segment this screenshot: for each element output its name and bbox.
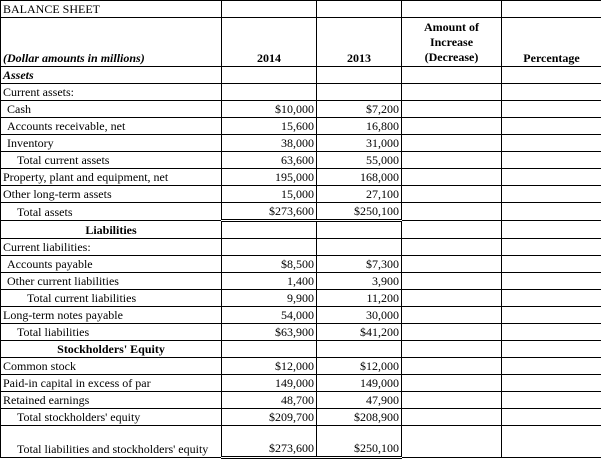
table-row <box>1 152 601 169</box>
value-2014: $12,000 <box>222 358 317 375</box>
percent-cell[interactable] <box>502 290 601 307</box>
table-row <box>1 273 601 290</box>
table-row <box>1 169 601 186</box>
change-cell[interactable] <box>402 203 502 221</box>
table-row <box>1 409 601 426</box>
value-2014: $273,600 <box>222 203 317 221</box>
value-2014: 48,700 <box>222 392 317 409</box>
percent-cell[interactable] <box>502 256 601 273</box>
table-row <box>1 375 601 392</box>
table-row <box>1 203 601 221</box>
value-2013: $250,100 <box>317 203 402 221</box>
table-row <box>1 358 601 375</box>
table-row <box>1 186 601 203</box>
change-cell[interactable] <box>402 409 502 426</box>
row-label: Total liabilities <box>1 324 222 341</box>
value-2014: $10,000 <box>222 101 317 118</box>
percent-cell[interactable] <box>502 203 601 221</box>
change-cell[interactable] <box>402 118 502 135</box>
table-row <box>1 392 601 409</box>
value-2013: $7,200 <box>317 101 402 118</box>
change-cell[interactable] <box>402 273 502 290</box>
value-2014: 9,900 <box>222 290 317 307</box>
value-2014: $209,700 <box>222 409 317 426</box>
percent-cell[interactable] <box>502 409 601 426</box>
value-2014: $273,600 <box>222 426 317 458</box>
value-2013: 11,200 <box>317 290 402 307</box>
row-label: Accounts payable <box>1 256 222 273</box>
table-row <box>1 135 601 152</box>
percent-cell[interactable] <box>502 135 601 152</box>
change-cell[interactable] <box>402 256 502 273</box>
liabilities-heading-row <box>1 221 601 239</box>
table-row <box>1 290 601 307</box>
value-2013: $12,000 <box>317 358 402 375</box>
percent-cell[interactable] <box>502 324 601 341</box>
value-2013: 47,900 <box>317 392 402 409</box>
row-label: Long-term notes payable <box>1 307 222 324</box>
value-2013: 16,800 <box>317 118 402 135</box>
percent-cell[interactable] <box>502 426 601 458</box>
percent-cell[interactable] <box>502 307 601 324</box>
row-label: Total assets <box>1 203 222 221</box>
change-cell[interactable] <box>402 307 502 324</box>
percent-cell[interactable] <box>502 375 601 392</box>
percent-cell[interactable] <box>502 101 601 118</box>
table-row <box>1 256 601 273</box>
table-row <box>1 118 601 135</box>
value-2014: 15,600 <box>222 118 317 135</box>
value-2013: 3,900 <box>317 273 402 290</box>
row-label: Inventory <box>1 135 222 152</box>
value-2014: 54,000 <box>222 307 317 324</box>
percent-cell[interactable] <box>502 358 601 375</box>
table-row <box>1 426 601 458</box>
value-2014: $8,500 <box>222 256 317 273</box>
change-cell[interactable] <box>402 169 502 186</box>
percent-cell[interactable] <box>502 392 601 409</box>
row-label: Total current liabilities <box>1 290 222 307</box>
percent-cell[interactable] <box>502 169 601 186</box>
percent-cell[interactable] <box>502 186 601 203</box>
value-2014: 1,400 <box>222 273 317 290</box>
current-liabilities-heading-row <box>1 239 601 256</box>
change-cell[interactable] <box>402 358 502 375</box>
row-label: Other current liabilities <box>1 273 222 290</box>
row-label: Retained earnings <box>1 392 222 409</box>
value-2014: 15,000 <box>222 186 317 203</box>
change-cell[interactable] <box>402 375 502 392</box>
row-label: Cash <box>1 101 222 118</box>
col-header-2013: 2013 <box>317 18 402 67</box>
value-2013: 31,000 <box>317 135 402 152</box>
change-cell[interactable] <box>402 290 502 307</box>
table-row <box>1 307 601 324</box>
value-2013: 27,100 <box>317 186 402 203</box>
percent-cell[interactable] <box>502 152 601 169</box>
value-2014: 149,000 <box>222 375 317 392</box>
col-header-percentage: Percentage <box>502 18 601 67</box>
value-2013: 168,000 <box>317 169 402 186</box>
value-2013: $41,200 <box>317 324 402 341</box>
current-assets-heading: Current assets: <box>1 84 222 101</box>
value-2013: $250,100 <box>317 426 402 458</box>
row-label: Property, plant and equipment, net <box>1 169 222 186</box>
column-header-row <box>1 18 601 67</box>
value-2014: 195,000 <box>222 169 317 186</box>
row-label: Paid-in capital in excess of par <box>1 375 222 392</box>
equity-heading-row <box>1 341 601 358</box>
change-cell[interactable] <box>402 152 502 169</box>
percent-cell[interactable] <box>502 273 601 290</box>
col-header-change: Amount of Increase (Decrease) <box>402 18 502 67</box>
value-2013: $208,900 <box>317 409 402 426</box>
equity-heading: Stockholders' Equity <box>1 341 222 358</box>
change-cell[interactable] <box>402 324 502 341</box>
row-label: Total liabilities and stockholders' equity <box>1 426 222 458</box>
row-label: Total current assets <box>1 152 222 169</box>
col-header-2014: 2014 <box>222 18 317 67</box>
change-cell[interactable] <box>402 392 502 409</box>
row-label: Other long-term assets <box>1 186 222 203</box>
change-cell[interactable] <box>402 135 502 152</box>
liabilities-heading: Liabilities <box>1 221 222 239</box>
row-label: Total stockholders' equity <box>1 409 222 426</box>
value-2013: 55,000 <box>317 152 402 169</box>
assets-heading-row <box>1 67 601 84</box>
percent-cell[interactable] <box>502 118 601 135</box>
current-assets-heading-row <box>1 84 601 101</box>
sheet-title: BALANCE SHEET <box>1 1 222 18</box>
table-row <box>1 324 601 341</box>
title-row <box>1 1 601 18</box>
row-label: Common stock <box>1 358 222 375</box>
units-label: (Dollar amounts in millions) <box>1 18 222 67</box>
row-label: Accounts receivable, net <box>1 118 222 135</box>
value-2013: 149,000 <box>317 375 402 392</box>
value-2013: $7,300 <box>317 256 402 273</box>
change-cell[interactable] <box>402 186 502 203</box>
change-cell[interactable] <box>402 101 502 118</box>
value-2014: 63,600 <box>222 152 317 169</box>
change-cell[interactable] <box>402 426 502 458</box>
value-2014: $63,900 <box>222 324 317 341</box>
value-2013: 30,000 <box>317 307 402 324</box>
value-2014: 38,000 <box>222 135 317 152</box>
current-liabilities-heading: Current liabilities: <box>1 239 222 256</box>
table-row <box>1 101 601 118</box>
assets-heading: Assets <box>1 67 222 84</box>
